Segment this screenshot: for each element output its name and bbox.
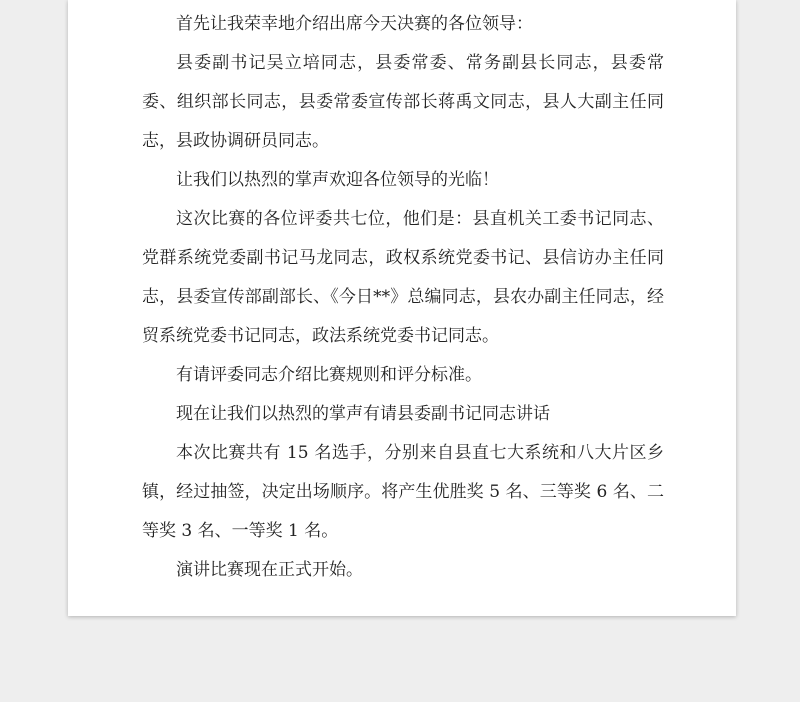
document-page <box>68 0 736 616</box>
paragraph-start: 演讲比赛现在正式开始。 <box>176 560 363 580</box>
paragraph-speech: 现在让我们以热烈的掌声有请县委副书记同志讲话 <box>176 404 550 424</box>
document-body <box>142 5 664 590</box>
paragraph-leaders-intro: 首先让我荣幸地介绍出席今天决赛的各位领导： <box>176 14 533 34</box>
paragraph-contestants: 本次比赛共有 15 名选手，分别来自县直七大系统和八大片区乡镇，经过抽签，决定出场顺序。将产生优胜奖 5 名、三等奖 6 名、二等奖 3 名、一等奖 1 名。 <box>142 443 664 541</box>
paragraph-rules: 有请评委同志介绍比赛规则和评分标准。 <box>176 365 482 385</box>
paragraph-judges: 这次比赛的各位评委共七位，他们是：县直机关工委书记同志、党群系统党委副书记马龙同志，政权系统党委书记、县信访办主任同志，县委宣传部副部长、《今日**》总编同志，县农办副主任同志，经贸系统党委书记同志，政法系统党委书记同志。 <box>142 209 664 346</box>
paragraph-welcome: 让我们以热烈的掌声欢迎各位领导的光临！ <box>176 170 499 190</box>
paragraph-leaders-list: 县委副书记吴立培同志，县委常委、常务副县长同志，县委常委、组织部长同志，县委常委宣传部长蒋禹文同志，县人大副主任同志，县政协调研员同志。 <box>142 53 664 151</box>
